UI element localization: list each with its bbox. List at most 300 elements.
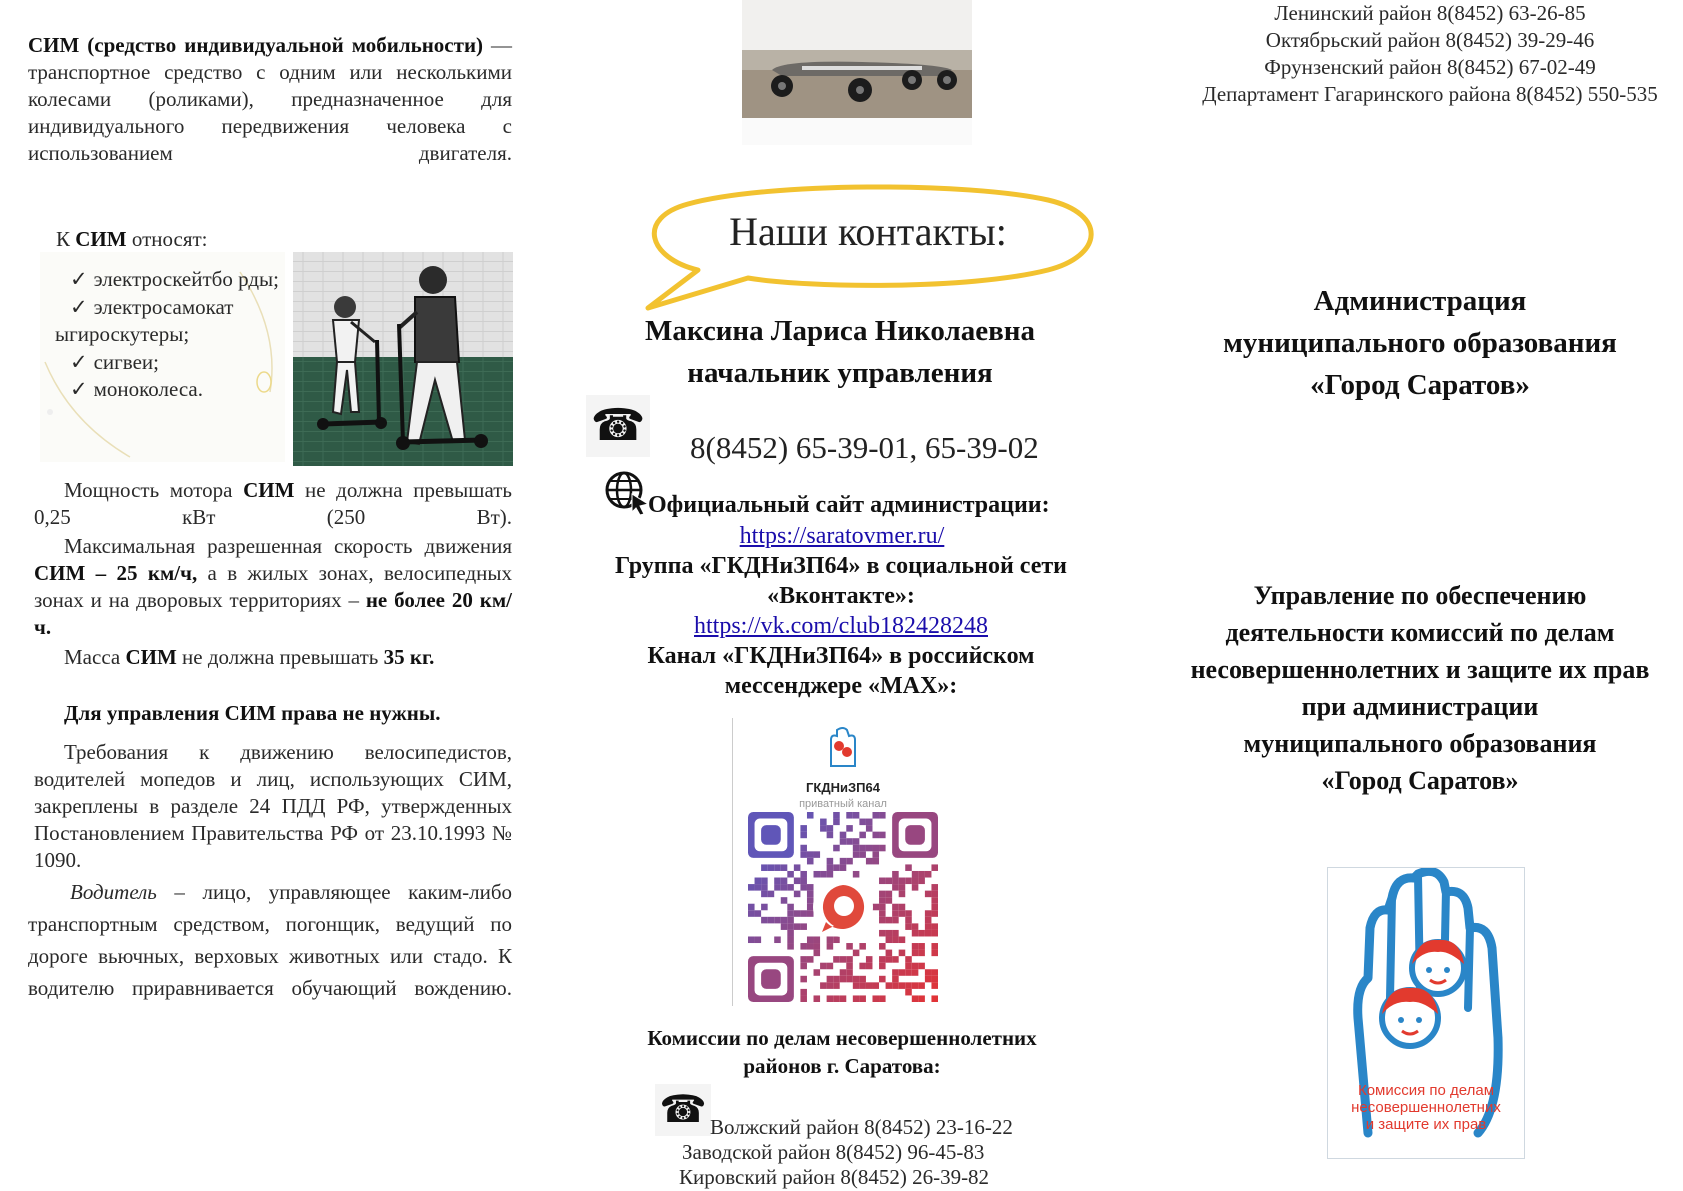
qr-module	[827, 825, 834, 832]
qr-module	[787, 884, 794, 891]
qr-module	[800, 878, 807, 885]
qr-channel-sub: приватный канал	[799, 798, 887, 810]
qr-module	[761, 884, 768, 891]
scooter-kids-image	[293, 252, 513, 466]
qr-module	[879, 845, 886, 852]
qr-module	[886, 878, 893, 885]
qr-module	[840, 976, 847, 983]
qr-module	[905, 969, 912, 976]
qr-module	[846, 943, 853, 950]
qr-module	[905, 989, 912, 996]
qr-module	[768, 891, 775, 898]
qr-module	[859, 832, 866, 839]
qr-module	[925, 923, 932, 930]
qr-module	[892, 917, 899, 924]
qr-module	[800, 976, 807, 983]
qr-module	[768, 864, 775, 871]
qr-module	[781, 897, 788, 904]
qr-module	[905, 910, 912, 917]
qr-module	[912, 969, 919, 976]
qr-module	[814, 995, 821, 1002]
intro-pre: К	[56, 227, 76, 251]
max-speed-text: Максимальная разрешенная скорость движения СИМ – 25 км/ч, а в жилых зонах, велосипедных зонах и на дворовых территориях – не более 20 км/ч.	[34, 534, 512, 639]
qr-module	[872, 904, 879, 911]
qr-module	[800, 943, 807, 950]
department-title: Управление по обеспечению деятельности комиссий по делам несовершеннолетних и защите их прав при администрации муниципального образования «Город Саратов»	[1190, 581, 1650, 795]
qr-module	[807, 812, 814, 819]
qr-module	[931, 884, 938, 891]
qr-module	[846, 963, 853, 970]
qr-module	[774, 878, 781, 885]
head-name: Максина Лариса Николаевна	[644, 315, 1036, 347]
qr-module	[859, 963, 866, 970]
qr-finder	[761, 969, 781, 989]
qr-module	[807, 943, 814, 950]
qr-module	[833, 812, 840, 819]
qr-module	[931, 897, 938, 904]
qr-module	[787, 930, 794, 937]
qr-module	[853, 950, 860, 957]
qr-module	[787, 871, 794, 878]
qr-module	[886, 950, 893, 957]
qr-module	[827, 995, 834, 1002]
qr-module	[892, 976, 899, 983]
commissions-title-1: Комиссии по делам несовершеннолетних	[647, 1026, 1037, 1050]
contacts-title: Наши контакты:	[729, 209, 1007, 254]
qr-module	[761, 878, 768, 885]
qr-module	[853, 976, 860, 983]
qr-module	[925, 976, 932, 983]
qr-module	[755, 884, 762, 891]
head-phone: 8(8452) 65-39-01, 65-39-02	[690, 430, 1039, 465]
qr-module	[781, 878, 788, 885]
qr-module	[827, 982, 834, 989]
qr-module	[846, 858, 853, 865]
phone-icon: ☎	[655, 1084, 711, 1136]
qr-module	[918, 995, 925, 1002]
qr-module	[879, 956, 886, 963]
qr-module	[859, 982, 866, 989]
qr-module	[800, 995, 807, 1002]
mass-text: Масса СИМ не должна превышать 35 кг.	[64, 645, 435, 669]
qr-module	[912, 923, 919, 930]
qr-module	[761, 891, 768, 898]
qr-module	[807, 891, 814, 898]
qr-module	[846, 969, 853, 976]
qr-module	[833, 976, 840, 983]
qr-module	[814, 950, 821, 957]
qr-module	[886, 956, 893, 963]
qr-module	[872, 851, 879, 858]
qr-module	[859, 819, 866, 826]
qr-module	[931, 969, 938, 976]
qr-module	[892, 904, 899, 911]
qr-module	[833, 819, 840, 826]
qr-module	[931, 923, 938, 930]
qr-module	[814, 936, 821, 943]
intro-post: относят:	[126, 227, 208, 251]
qr-module	[912, 878, 919, 885]
qr-module	[833, 845, 840, 852]
qr-module	[800, 845, 807, 852]
qr-module	[853, 995, 860, 1002]
qr-channel-name: ГКДНиЗП64	[806, 780, 880, 795]
qr-module	[925, 891, 932, 898]
qr-module	[755, 878, 762, 885]
sim-types-intro	[56, 226, 208, 253]
skateboard-image	[742, 0, 972, 145]
qr-module	[872, 812, 879, 819]
qr-module	[872, 982, 879, 989]
qr-module	[794, 923, 801, 930]
qr-module	[899, 884, 906, 891]
qr-module	[814, 943, 821, 950]
qr-module	[807, 851, 814, 858]
qr-module	[886, 897, 893, 904]
qr-module	[840, 832, 847, 839]
qr-module	[846, 825, 853, 832]
qr-module	[925, 871, 932, 878]
qr-module	[886, 982, 893, 989]
qr-module	[918, 871, 925, 878]
qr-module	[761, 864, 768, 871]
qr-module	[748, 904, 755, 911]
qr-module	[820, 982, 827, 989]
qr-module	[892, 982, 899, 989]
qr-module	[794, 891, 801, 898]
qr-module	[794, 878, 801, 885]
qr-module	[807, 897, 814, 904]
qr-module	[899, 891, 906, 898]
qr-module	[820, 825, 827, 832]
sim-definition-text: — транспортное средство с одним или несколькими колесами (роликами), предназначенное для индивидуального передвижения человека с использованием двигателя.	[28, 33, 512, 165]
qr-module	[807, 858, 814, 865]
qr-module	[912, 963, 919, 970]
qr-module	[912, 995, 919, 1002]
qr-module	[899, 904, 906, 911]
qr-module	[859, 976, 866, 983]
district-phone: Кировский район 8(8452) 26-39-82	[679, 1165, 990, 1189]
qr-module	[853, 845, 860, 852]
qr-module	[840, 838, 847, 845]
qr-module	[899, 950, 906, 957]
qr-module	[879, 943, 886, 950]
qr-module	[794, 910, 801, 917]
qr-module	[853, 812, 860, 819]
qr-module	[755, 910, 762, 917]
qr-module	[820, 871, 827, 878]
qr-module	[912, 884, 919, 891]
qr-module	[853, 871, 860, 878]
qr-module	[768, 917, 775, 924]
qr-module	[918, 930, 925, 937]
admin-title: Администрация муниципального образования «Город Саратов»	[1223, 285, 1617, 401]
qr-module	[905, 963, 912, 970]
qr-module	[931, 995, 938, 1002]
qr-module	[853, 851, 860, 858]
qr-module	[748, 910, 755, 917]
qr-module	[787, 917, 794, 924]
qr-module	[807, 956, 814, 963]
max-label-2: мессенджере «МАХ»:	[724, 673, 958, 699]
qr-module	[892, 956, 899, 963]
qr-module	[912, 930, 919, 937]
list-item: ✓ электроскейтбо рды;	[70, 267, 279, 291]
no-license-note: Для управления СИМ права не нужны.	[64, 701, 441, 725]
qr-module	[912, 950, 919, 957]
checkmark-icon: ✓	[70, 349, 88, 374]
qr-module	[781, 884, 788, 891]
qr-module	[892, 910, 899, 917]
qr-module	[931, 904, 938, 911]
qr-module	[879, 976, 886, 983]
qr-module	[886, 936, 893, 943]
list-item: ✓ электросамокат ыгироскутеры;	[55, 294, 234, 346]
qr-module	[918, 878, 925, 885]
driver-definition: Водитель – лицо, управляющее каким-либо транспортным средством, погонщик, ведущий по дороге вьючных, верховых животных или стадо. К водителю приравнивается обучающий вождению.	[28, 880, 512, 1000]
qr-module	[827, 858, 834, 865]
qr-finder	[761, 825, 781, 845]
qr-module	[787, 904, 794, 911]
qr-module	[814, 969, 821, 976]
qr-module	[879, 891, 886, 898]
qr-module	[892, 936, 899, 943]
qr-module	[807, 884, 814, 891]
site-link[interactable]: https://saratovmer.ru/	[739, 523, 945, 549]
qr-module	[807, 904, 814, 911]
qr-module	[840, 969, 847, 976]
qr-module	[787, 910, 794, 917]
qr-module	[879, 878, 886, 885]
phone-icon: ☎	[586, 395, 650, 457]
qr-module	[866, 963, 873, 970]
district-phones-list	[1180, 0, 1680, 108]
logo-caption: Комиссия по делам несовершеннолетних и защите их прав	[1351, 1082, 1501, 1133]
commission-logo	[1327, 867, 1525, 1159]
qr-module	[827, 864, 834, 871]
qr-module	[827, 943, 834, 950]
district-phone: Ленинский район 8(8452) 63-26-85	[1274, 1, 1586, 25]
max-logo-inner	[834, 896, 854, 916]
commissions-title-2: районов г. Саратова:	[743, 1054, 941, 1078]
qr-module	[840, 956, 847, 963]
qr-module	[879, 832, 886, 839]
qr-module	[879, 904, 886, 911]
qr-module	[918, 982, 925, 989]
qr-module	[931, 864, 938, 871]
motor-power-text: Мощность мотора СИМ не должна превышать 0,25 кВт (250 Вт).	[34, 478, 512, 529]
qr-module	[846, 838, 853, 845]
qr-module	[833, 864, 840, 871]
qr-module	[931, 910, 938, 917]
qr-module	[800, 871, 807, 878]
qr-module	[748, 936, 755, 943]
qr-module	[859, 995, 866, 1002]
qr-module	[781, 864, 788, 871]
qr-module	[833, 995, 840, 1002]
qr-module	[886, 930, 893, 937]
qr-module	[794, 864, 801, 871]
sim-list-panel	[40, 252, 285, 462]
site-label: Официальный сайт администрации:	[648, 492, 1050, 518]
qr-finder	[905, 825, 925, 845]
qr-module	[846, 976, 853, 983]
qr-module	[925, 969, 932, 976]
qr-module	[872, 995, 879, 1002]
qr-module	[833, 982, 840, 989]
qr-module	[846, 812, 853, 819]
qr-module	[912, 871, 919, 878]
qr-module	[787, 923, 794, 930]
qr-module	[853, 982, 860, 989]
qr-module	[931, 950, 938, 957]
qr-module	[879, 930, 886, 937]
qr-module	[918, 963, 925, 970]
qr-module	[879, 910, 886, 917]
qr-module	[918, 950, 925, 957]
qr-module	[781, 923, 788, 930]
qr-module	[800, 884, 807, 891]
qr-module	[866, 845, 873, 852]
sim-definition-term: СИМ (средство индивидуальной мобильности)	[28, 33, 484, 57]
qr-module	[892, 884, 899, 891]
head-role: начальник управления	[687, 357, 993, 389]
district-phone: Октябрьский район 8(8452) 39-29-46	[1265, 28, 1595, 52]
qr-module	[925, 930, 932, 937]
qr-module	[931, 891, 938, 898]
qr-module	[800, 851, 807, 858]
checkmark-icon: ✓	[70, 377, 88, 401]
qr-module	[866, 825, 873, 832]
qr-module	[912, 943, 919, 950]
qr-module	[774, 884, 781, 891]
qr-module	[853, 838, 860, 845]
qr-module	[827, 832, 834, 839]
qr-module	[872, 832, 879, 839]
qr-module	[800, 956, 807, 963]
qr-module	[846, 956, 853, 963]
qr-module	[925, 910, 932, 917]
intro-sim: СИМ	[75, 227, 127, 251]
qr-module	[859, 851, 866, 858]
qr-module	[859, 943, 866, 950]
district-phone: Фрунзенский район 8(8452) 67-02-49	[1264, 55, 1596, 79]
qr-module	[840, 858, 847, 865]
qr-module	[774, 917, 781, 924]
qr-module	[931, 930, 938, 937]
qr-module	[827, 936, 834, 943]
qr-module	[879, 917, 886, 924]
vk-link[interactable]: https://vk.com/club182428248	[694, 613, 988, 639]
qr-module	[840, 864, 847, 871]
rules-text: Требования к движению велосипедистов, водителей мопедов и лиц, использующих СИМ, закреплены в разделе 24 ПДД РФ, утвержденных Постановлением Правительства РФ от 23.10.1993 № 1090.	[34, 740, 512, 872]
checkmark-icon: ✓	[70, 294, 88, 319]
qr-module	[755, 936, 762, 943]
max-qr-card	[732, 718, 952, 1006]
qr-module	[800, 832, 807, 839]
qr-module	[833, 956, 840, 963]
qr-module	[800, 923, 807, 930]
qr-module	[774, 864, 781, 871]
commission-mini-logo	[823, 726, 863, 768]
qr-module	[800, 910, 807, 917]
vk-label-1: Группа «ГКДНиЗП64» в социальной сети	[615, 553, 1067, 579]
qr-module	[905, 917, 912, 924]
qr-module	[748, 884, 755, 891]
qr-module	[931, 982, 938, 989]
qr-module	[800, 825, 807, 832]
list-item: ✓ сигвеи;	[70, 349, 159, 374]
max-qr-code[interactable]	[748, 812, 938, 1002]
qr-module	[787, 936, 794, 943]
district-phone: Заводской район 8(8452) 96-45-83	[682, 1140, 985, 1164]
district-phone: Волжский район 8(8452) 23-16-22	[710, 1115, 1013, 1139]
globe-cursor-icon	[604, 470, 650, 516]
qr-module	[899, 982, 906, 989]
qr-module	[866, 982, 873, 989]
qr-module	[833, 936, 840, 943]
max-label-1: Канал «ГКДНиЗП64» в российском	[647, 643, 1035, 669]
qr-module	[905, 956, 912, 963]
qr-module	[899, 969, 906, 976]
vk-label-2: «Вконтакте»:	[767, 583, 915, 609]
qr-module	[787, 943, 794, 950]
qr-module	[814, 851, 821, 858]
qr-module	[879, 812, 886, 819]
qr-module	[872, 858, 879, 865]
qr-module	[918, 943, 925, 950]
qr-module	[899, 910, 906, 917]
checkmark-icon: ✓	[70, 267, 88, 291]
qr-module	[892, 930, 899, 937]
district-phone: Департамент Гагаринского района 8(8452) 550-535	[1202, 82, 1658, 106]
qr-module	[899, 936, 906, 943]
qr-module	[899, 878, 906, 885]
qr-module	[892, 969, 899, 976]
qr-module	[912, 982, 919, 989]
qr-module	[931, 943, 938, 950]
qr-module	[905, 982, 912, 989]
qr-module	[931, 976, 938, 983]
qr-module	[827, 976, 834, 983]
qr-module	[866, 956, 873, 963]
qr-module	[814, 871, 821, 878]
qr-module	[761, 917, 768, 924]
qr-module	[905, 923, 912, 930]
qr-module	[879, 897, 886, 904]
qr-module	[840, 995, 847, 1002]
qr-module	[781, 917, 788, 924]
list-item: ✓ моноколеса.	[70, 377, 203, 401]
qr-module	[774, 936, 781, 943]
qr-module	[820, 819, 827, 826]
qr-module	[892, 878, 899, 885]
qr-module	[905, 864, 912, 871]
qr-module	[807, 936, 814, 943]
qr-module	[886, 917, 893, 924]
qr-module	[892, 871, 899, 878]
qr-module	[905, 878, 912, 885]
qr-module	[872, 845, 879, 852]
qr-module	[859, 845, 866, 852]
qr-module	[800, 989, 807, 996]
qr-module	[820, 963, 827, 970]
sim-definition	[28, 32, 512, 167]
qr-module	[807, 910, 814, 917]
qr-module	[827, 963, 834, 970]
qr-module	[761, 904, 768, 911]
qr-module	[827, 871, 834, 878]
